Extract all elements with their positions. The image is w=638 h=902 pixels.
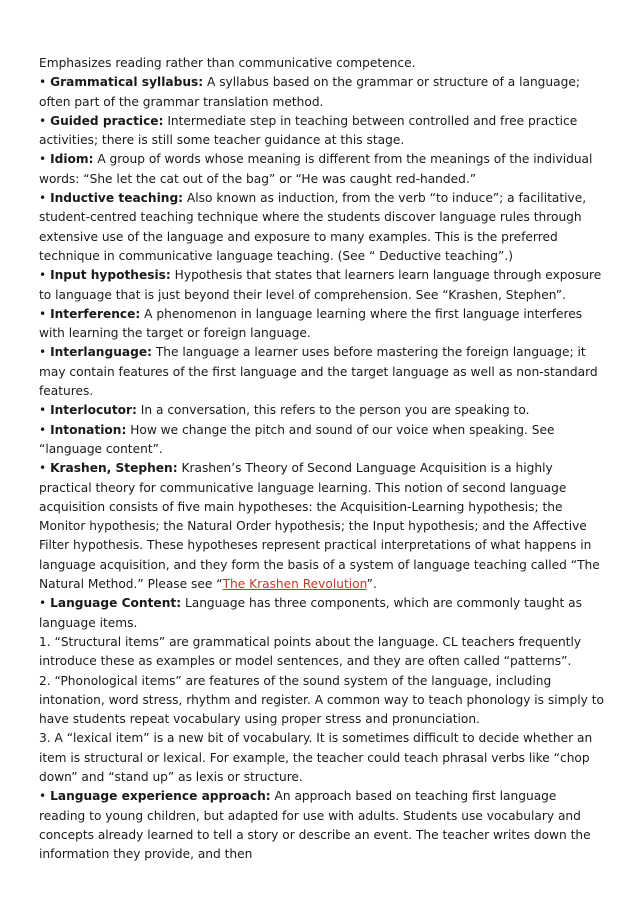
entry-text: A syllabus based on the grammar or structure of a language; often part of the grammar translation method. (39, 75, 580, 109)
entry-text: A group of words whose meaning is different from the meanings of the individual words: “She let the cat out of the bag” or “He was caught red-handed.” (39, 152, 593, 186)
entry-text: In a conversation, this refers to the person you are speaking to. (136, 403, 530, 418)
intro-text: Emphasizes reading rather than communicative competence. (39, 56, 416, 70)
entry-term: Input hypothesis: (50, 268, 171, 283)
bullet: • (39, 596, 47, 611)
entry-term: Guided practice: (50, 113, 164, 128)
entry-term: Language experience approach: (50, 789, 271, 804)
entry-term: Inductive teaching: (50, 191, 184, 206)
numbered-item-phonological: 2. “Phonological items” are features of the sound system of the language, including intonation, word stress, rhythm and register. A common way to teach phonology is simply to have students repeat vocabulary using proper stress and pronunciation. (39, 673, 604, 727)
entry-term: Grammatical syllabus: (50, 75, 204, 90)
entry-term: Language Content: (50, 596, 182, 611)
bullet: • (39, 306, 47, 321)
glossary-entry-language-content (39, 594, 605, 633)
entry-text: The language a learner uses before mastering the foreign language; it may contain features of the first language and the target language as well as non-standard features. (39, 345, 598, 399)
bullet: • (39, 461, 47, 476)
glossary-entry-guided-practice (39, 112, 605, 151)
entry-text: Krashen’s Theory of Second Language Acquisition is a highly practical theory for communicative language learning. This notion of second language acquisition consists of five main hypotheses: the Acquisition-Learning hypothesis; the Monitor hypothesis; the Natural Order hypothesis; the Input hypothesis; and the Affective Filter hypothesis. These hypotheses represent practical interpretations of what happens in language acquisition, and they form the basis of a system of language teaching called “The Natural Method.” Please see “ (39, 461, 600, 592)
entry-text-end: ”. (366, 577, 377, 592)
entry-term: Idiom: (50, 152, 94, 167)
glossary-entry-language-experience (39, 787, 605, 864)
entry-text: How we change the pitch and sound of our voice when speaking. See “language content”. (39, 422, 555, 456)
bullet: • (39, 191, 47, 206)
bullet: • (39, 268, 47, 283)
glossary-entry-idiom (39, 150, 605, 189)
bullet: • (39, 75, 47, 90)
glossary-entry-inductive-teaching (39, 189, 605, 266)
bullet: • (39, 152, 47, 167)
entry-text: Intermediate step in teaching between controlled and free practice activities; there is still some teacher guidance at this stage. (39, 113, 578, 148)
glossary-entry-interlocutor (39, 401, 605, 420)
glossary-entry-interference (39, 305, 605, 344)
entry-text: Language has three components, which are commonly taught as language items. (39, 596, 582, 630)
bullet: • (39, 113, 47, 128)
glossary-entry-intonation (39, 421, 605, 460)
bullet: • (39, 403, 47, 418)
entry-text: Hypothesis that states that learners learn language through exposure to language that is just beyond their level of comprehension. See “Krashen, Stephen”. (39, 268, 602, 302)
entry-text: Also known as induction, from the verb “to induce”; a facilitative, student-centred teaching technique where the students discover language rules through extensive use of the language and exposure to many examples. This is the preferred technique in communicative language teaching. (See “ Deductive teaching”.) (39, 191, 587, 263)
entry-term: Interference: (50, 306, 141, 321)
bullet: • (39, 789, 47, 804)
entry-term: Interlanguage: (50, 345, 152, 360)
numbered-item-lexical: 3. A “lexical item” is a new bit of vocabulary. It is sometimes difficult to decide whether an item is structural or lexical. For example, the teacher could teach phrasal verbs like “chop down” and “stand up” as lexis or structure. (39, 731, 593, 784)
krashen-revolution-link[interactable]: The Krashen Revolution (222, 577, 367, 592)
glossary-entry-interlanguage (39, 343, 605, 401)
numbered-item-structural: 1. “Structural items” are grammatical points about the language. CL teachers frequently introduce these as examples or model sentences, and they are often called “patterns”. (39, 634, 582, 669)
entry-term: Intonation: (50, 422, 127, 437)
glossary-entry-input-hypothesis (39, 266, 605, 305)
bullet: • (39, 422, 47, 437)
entry-text: An approach based on teaching first language reading to young children, but adapted for use with adults. Students use vocabulary and concepts already learned to tell a story or describe an event. The teacher writes down the information they provide, and then (39, 789, 591, 862)
document-page (39, 54, 605, 864)
glossary-entry-grammatical-syllabus (39, 73, 605, 112)
entry-term: Krashen, Stephen: (50, 461, 178, 476)
entry-text: A phenomenon in language learning where the first language interferes with learning the target or foreign language. (39, 306, 583, 341)
glossary-entry-krashen (39, 459, 605, 594)
bullet: • (39, 345, 47, 360)
entry-term: Interlocutor: (50, 403, 137, 418)
